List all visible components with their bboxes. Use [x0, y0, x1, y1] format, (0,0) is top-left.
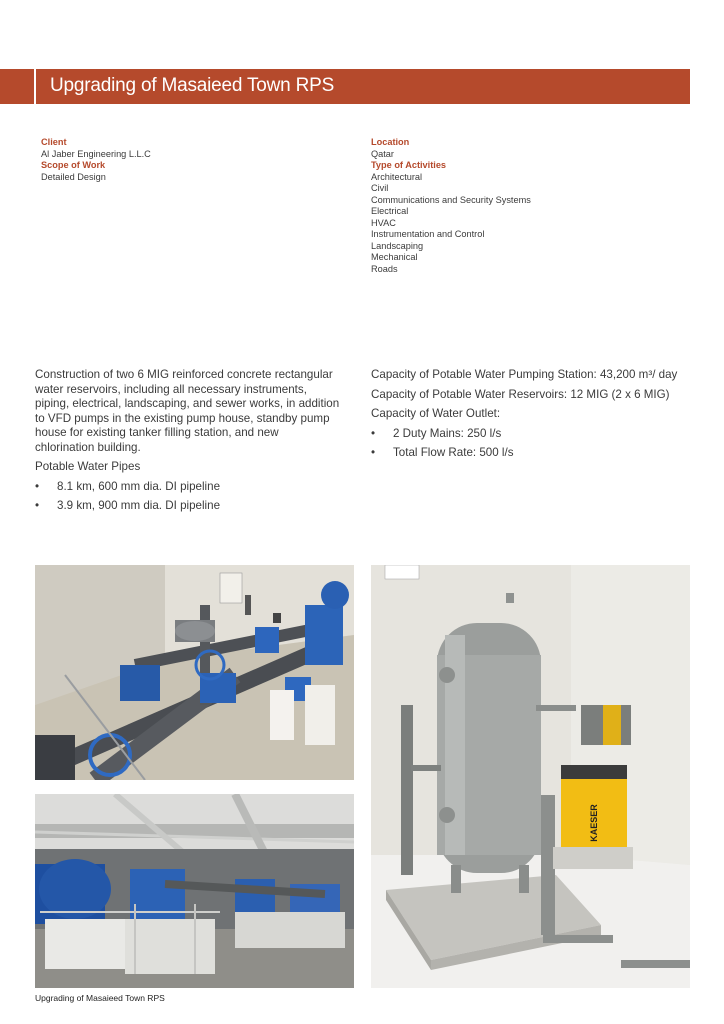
activities-label: Type of Activities	[371, 160, 447, 170]
title-bar	[0, 69, 690, 104]
activity-item: Electrical	[371, 206, 409, 216]
pump-room-photo	[35, 565, 354, 780]
location-value: Qatar	[371, 148, 394, 159]
description-left	[35, 368, 340, 519]
pump-hall-photo	[35, 794, 354, 988]
outlet-list	[371, 427, 691, 461]
outlet-item: 2 Duty Mains: 250 l/s	[393, 426, 502, 440]
activity-item: Landscaping	[371, 240, 424, 251]
description-right	[371, 368, 691, 466]
project-description: Construction of two 6 MIG reinforced concrete rectangular water reservoirs, including all necessary instruments, piping, electrical, landscaping, and sewer works, in addition to VFD pumps in the existing pump house, standby pump house for existing tanker filling station, and new chlorination building.	[35, 368, 340, 454]
pipes-list	[35, 480, 340, 514]
capacity-pumping: Capacity of Potable Water Pumping Station: 43,200 m³/ day	[371, 368, 678, 381]
bullet: •	[35, 499, 40, 512]
air-receiver-illustration	[371, 565, 690, 988]
activity-item: HVAC	[371, 217, 396, 228]
pipes-heading: Potable Water Pipes	[35, 460, 141, 473]
client-label: Client	[41, 137, 67, 147]
list-item	[35, 499, 340, 514]
pipe-item: 3.9 km, 900 mm dia. DI pipeline	[57, 499, 221, 512]
activity-item: Architectural	[371, 171, 423, 182]
air-receiver-photo	[371, 565, 690, 988]
outlet-item: Total Flow Rate: 500 l/s	[393, 446, 514, 459]
kaeser-label: KAESER	[589, 804, 599, 842]
activity-item: Civil	[371, 183, 389, 193]
capacity-reservoirs: Capacity of Potable Water Reservoirs: 12 MIG (2 x 6 MIG)	[371, 387, 670, 401]
outlet-heading: Capacity of Water Outlet:	[371, 407, 501, 420]
pump-hall-illustration	[35, 794, 354, 988]
project-meta-left	[41, 137, 321, 183]
activity-item: Roads	[371, 263, 398, 274]
activity-item: Communications and Security Systems	[371, 194, 531, 205]
footer-text: Upgrading of Masaieed Town RPS	[35, 993, 165, 1003]
bullet: •	[371, 446, 376, 459]
project-meta-right	[371, 137, 671, 275]
activity-item: Instrumentation and Control	[371, 229, 485, 239]
bullet: •	[371, 426, 376, 440]
pipe-item: 8.1 km, 600 mm dia. DI pipeline	[57, 479, 221, 493]
client-value: Al Jaber Engineering L.L.C	[41, 148, 151, 159]
location-label: Location	[371, 137, 410, 147]
pump-room-illustration	[35, 565, 354, 780]
title-accent-block	[0, 69, 36, 104]
scope-value: Detailed Design	[41, 171, 106, 182]
list-item	[35, 480, 340, 495]
activity-item: Mechanical	[371, 252, 418, 262]
bullet: •	[35, 479, 40, 493]
scope-label: Scope of Work	[41, 160, 106, 170]
page-title: Upgrading of Masaieed Town RPS	[50, 75, 335, 96]
list-item	[371, 446, 691, 461]
list-item	[371, 427, 691, 442]
